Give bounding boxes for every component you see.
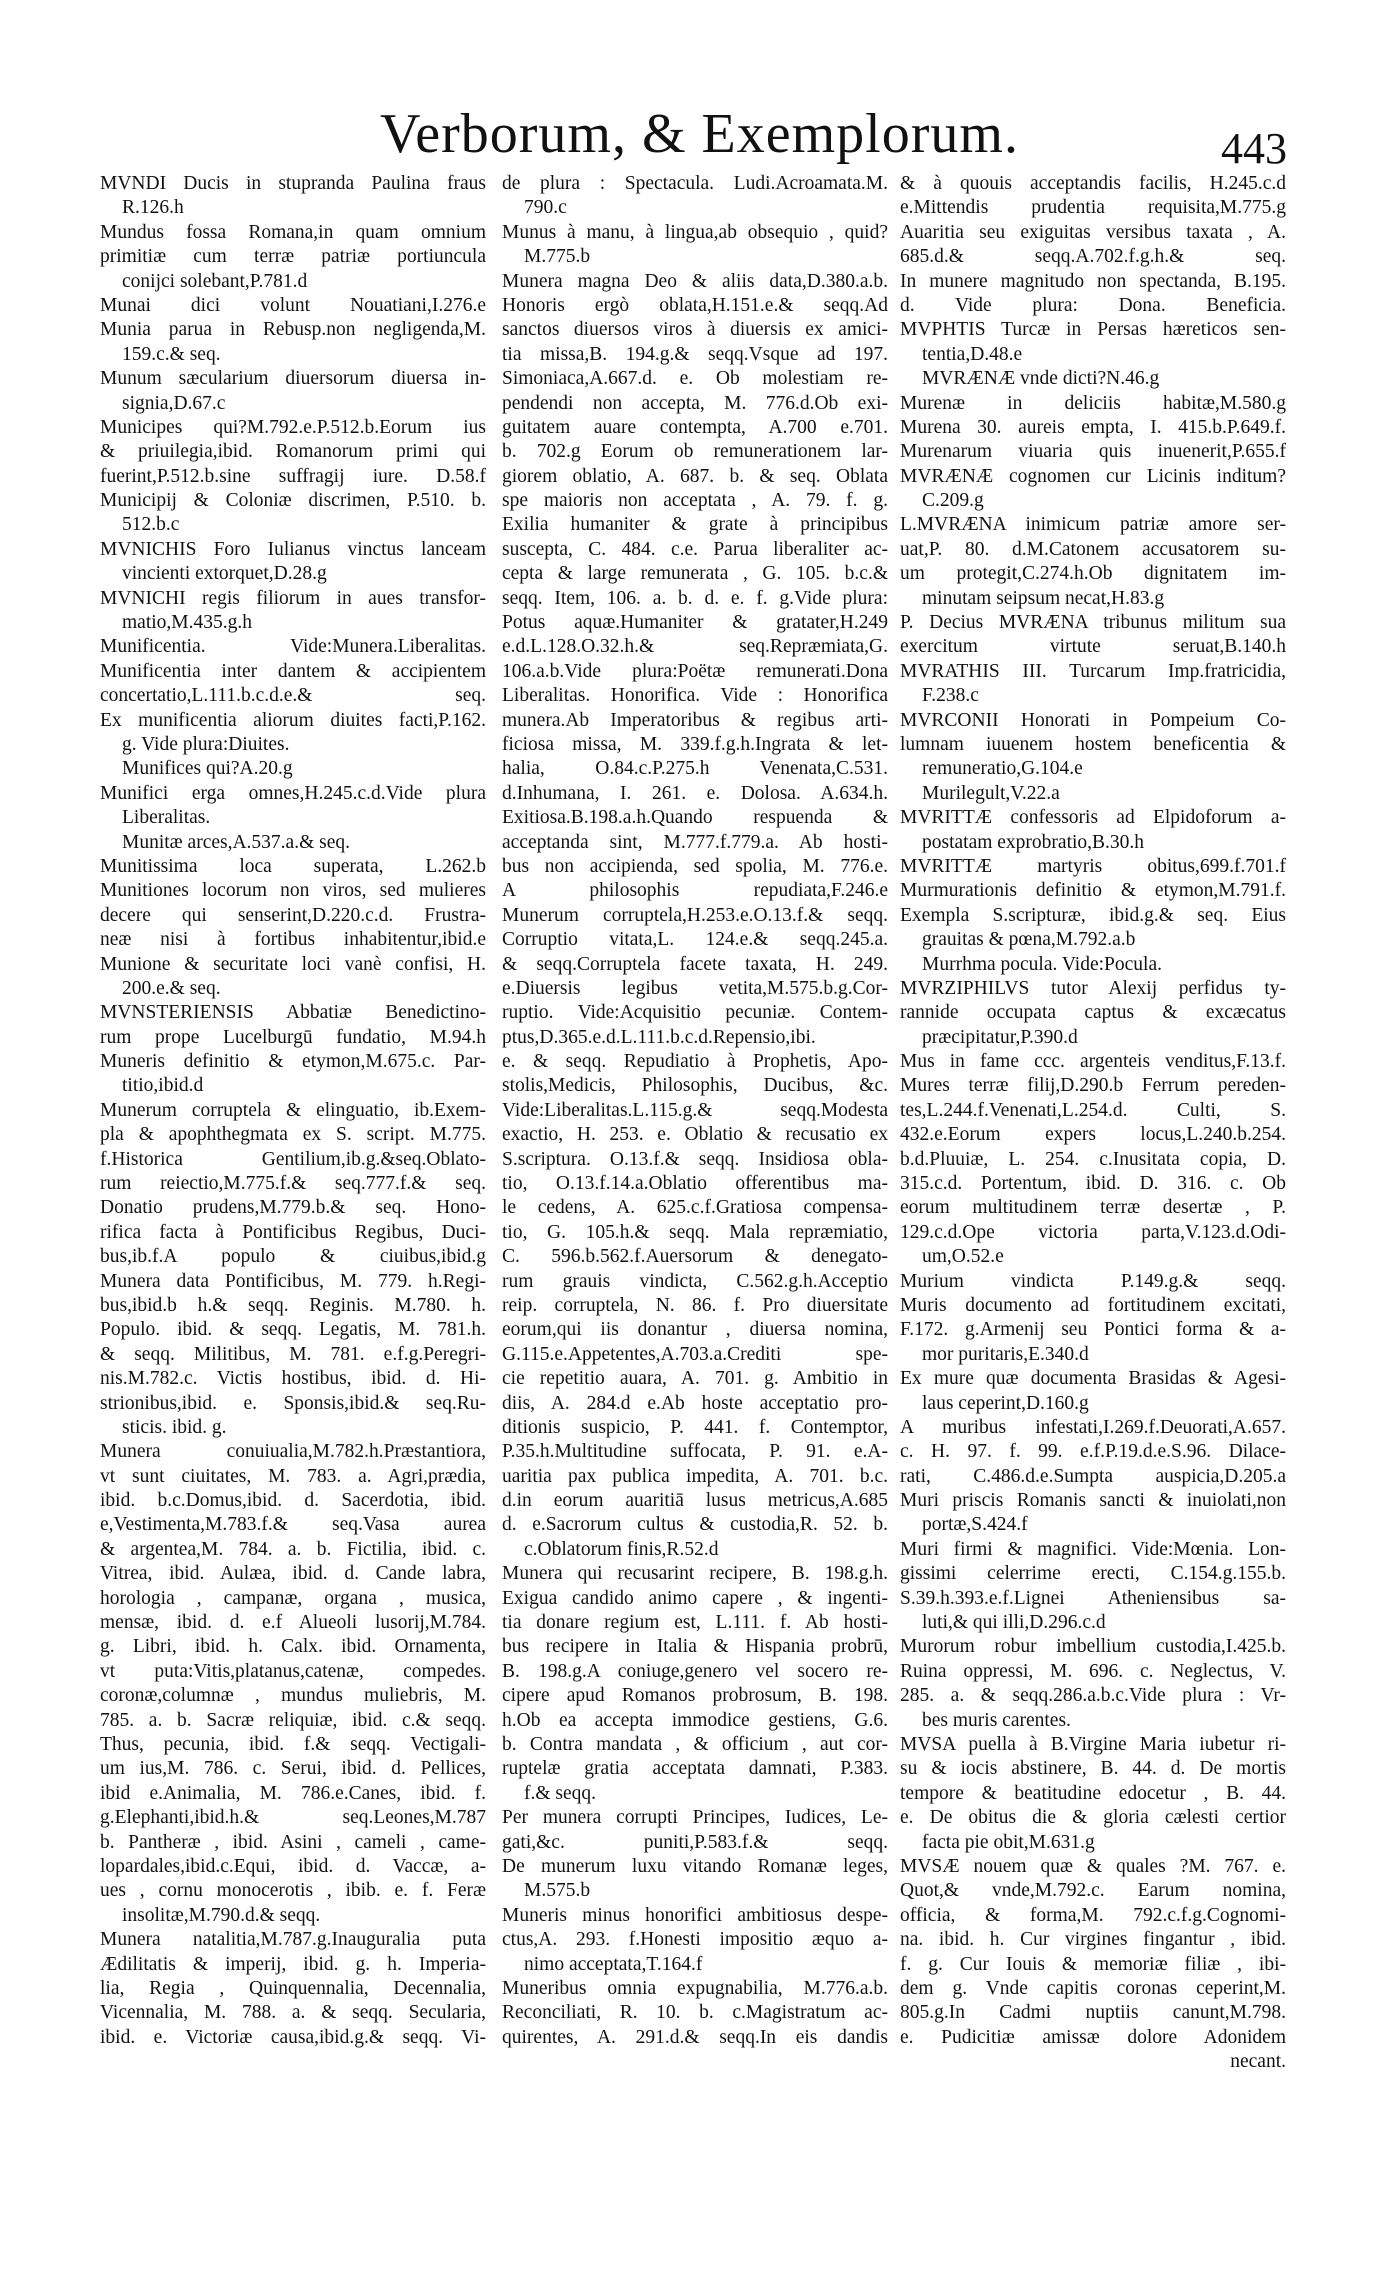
index-line: Mures terræ filij,D.290.b Ferrum pereden- <box>900 1075 1286 1097</box>
index-line: F.172. g.Armenij seu Pontici forma & a- <box>900 1319 1286 1341</box>
index-column-right <box>900 172 1286 2074</box>
index-line: A muribus infestati,I.269.f.Deuorati,A.657. <box>900 1416 1286 1438</box>
index-line: 129.c.d.Ope victoria parta,V.123.d.Odi- <box>900 1221 1286 1243</box>
index-line: diis, A. 284.d e.Ab hoste acceptatio pro- <box>502 1392 888 1414</box>
index-line: c.Oblatorum finis,R.52.d <box>524 1538 719 1560</box>
index-line: 200.e.& seq. <box>122 977 221 999</box>
index-line: conijci solebant,P.781.d <box>122 270 308 292</box>
index-line: Munificentia. Vide:Munera.Liberalitas. <box>100 636 486 658</box>
index-line: Murorum robur imbellium custodia,I.425.b. <box>900 1636 1286 1658</box>
index-line: um,O.52.e <box>922 1246 1004 1268</box>
index-line: insolitæ,M.790.d.& seqq. <box>122 1904 321 1926</box>
index-line: ibid. e. Victoriæ causa,ibid.g.& seqq. Vi- <box>100 2026 486 2048</box>
index-line: C. 596.b.562.f.Auersorum & denegato- <box>502 1246 888 1268</box>
index-line: giorem oblatio, A. 687. b. & seq. Oblata <box>502 465 888 487</box>
index-line: Populo. ibid. & seqq. Legatis, M. 781.h. <box>100 1319 486 1341</box>
index-line: S.scriptura. O.13.f.& seqq. Insidiosa obla- <box>502 1148 888 1170</box>
index-line: nimo acceptata,T.164.f <box>524 1953 703 1975</box>
index-line: exactio, H. 253. e. Oblatio & recusatio ex <box>502 1124 888 1146</box>
index-line: MVNICHI regis filiorum in aues transfor- <box>100 587 486 609</box>
index-line: d.in eorum auaritiā lusus metricus,A.685 <box>502 1490 888 1512</box>
index-line: 785. a. b. Sacræ reliquiæ, ibid. c.& seqq. <box>100 1709 486 1731</box>
index-line: & argentea,M. 784. a. b. Fictilia, ibid. c. <box>100 1538 486 1560</box>
index-line: exercitum virtute seruat,B.140.h <box>900 636 1286 658</box>
index-line: R.126.h <box>122 197 184 219</box>
index-line: 106.a.b.Vide plura:Poëtæ remunerati.Dona <box>502 660 888 682</box>
index-line: ibid. b.c.Domus,ibid. d. Sacerdotia, ibid. <box>100 1490 486 1512</box>
index-line: Corruptio vitata,L. 124.e.& seqq.245.a. <box>502 929 888 951</box>
index-line: na. ibid. h. Cur virgines fingantur , ibid. <box>900 1929 1286 1951</box>
index-line: remuneratio,G.104.e <box>922 758 1083 780</box>
index-line: Munerum corruptela & elinguatio, ib.Exem- <box>100 1099 486 1121</box>
index-line: Muneris definitio & etymon,M.675.c. Par- <box>100 1051 486 1073</box>
index-line: sanctos diuersos viros à diuersis ex amici- <box>502 319 888 341</box>
index-line: su & iocis abstinere, B. 44. d. De mortis <box>900 1758 1286 1780</box>
index-line: Municipij & Coloniæ discrimen, P.510. b. <box>100 490 486 512</box>
index-line: neæ nisi à fortibus inhabitentur,ibid.e <box>100 929 486 951</box>
index-line: tes,L.244.f.Venenati,L.254.d. Culti, S. <box>900 1099 1286 1121</box>
index-line: S.39.h.393.e.f.Lignei Atheniensibus sa- <box>900 1587 1286 1609</box>
index-line: Munai dici volunt Nouatiani,I.276.e <box>100 294 486 316</box>
index-line: halia, O.84.c.P.275.h Venenata,C.531. <box>502 758 888 780</box>
index-line: de plura : Spectacula. Ludi.Acroamata.M. <box>502 173 888 194</box>
index-line: ibid e.Animalia, M. 786.e.Canes, ibid. f. <box>100 1782 486 1804</box>
index-line: acceptanda sint, M.777.f.779.a. Ab hosti- <box>502 831 888 853</box>
index-line: e.d.L.128.O.32.h.& seq.Repræmiata,G. <box>502 636 888 658</box>
index-line: d. e.Sacrorum cultus & custodia,R. 52. b. <box>502 1514 888 1536</box>
index-line: Munia parua in Rebusp.non negligenda,M. <box>100 319 486 341</box>
index-line: L.MVRÆNA inimicum patriæ amore ser- <box>900 514 1286 536</box>
index-line: Munerum corruptela,H.253.e.O.13.f.& seqq. <box>502 904 888 926</box>
index-line: eorum multitudinem terræ desertæ , P. <box>900 1197 1286 1219</box>
index-line: Munitiones locorum non viros, sed mulieres <box>100 880 486 902</box>
index-line: Per munera corrupti Principes, Iudices, Le- <box>502 1807 888 1829</box>
index-line: 805.g.In Cadmi nuptiis canunt,M.798. <box>900 2002 1286 2024</box>
index-line: vincienti extorquet,D.28.g <box>122 563 327 585</box>
index-line: Ruina oppressi, M. 696. c. Neglectus, V. <box>900 1660 1286 1682</box>
index-line: tia missa,B. 194.g.& seqq.Vsque ad 197. <box>502 343 888 365</box>
index-line: Donatio prudens,M.779.b.& seq. Hono- <box>100 1197 486 1219</box>
index-line: lia, Regia , Quinquennalia, Decennalia, <box>100 1977 486 1999</box>
index-line: Ædilitatis & imperij, ibid. g. h. Imperia- <box>100 1953 486 1975</box>
index-line: Murena 30. aureis empta, I. 415.b.P.649.f. <box>900 416 1286 438</box>
index-line: P.35.h.Multitudine suffocata, P. 91. e.A- <box>502 1441 888 1463</box>
index-line: e.Diuersis legibus vetita,M.575.b.g.Cor- <box>502 977 888 999</box>
index-line: reip. corruptela, N. 86. f. Pro diuersitate <box>502 1294 888 1316</box>
index-line: nis.M.782.c. Victis hostibus, ibid. d. Hi- <box>100 1368 486 1390</box>
index-line: Thus, pecunia, ibid. f.& seqq. Vectigali- <box>100 1734 486 1755</box>
index-line: eorum,qui iis donantur , diuersa nomina, <box>502 1319 888 1341</box>
index-line: lopardales,ibid.c.Equi, ibid. d. Vaccæ, a- <box>100 1855 486 1877</box>
index-line: Murrhma pocula. Vide:Pocula. <box>922 953 1162 975</box>
index-line: 432.e.Eorum expers locus,L.240.b.254. <box>900 1124 1286 1146</box>
index-line: Potus aquæ.Humaniter & gratater,H.249 <box>502 612 888 634</box>
index-line: tio, O.13.f.14.a.Oblatio offerentibus ma- <box>502 1173 888 1195</box>
index-line: pendendi non accepta, M. 776.d.Ob exi- <box>502 392 888 414</box>
index-line: In munere magnitudo non spectanda, B.195. <box>900 270 1286 292</box>
index-line: bus non accipienda, sed spolia, M. 776.e. <box>502 855 888 877</box>
index-line: Mus in fame ccc. argenteis venditus,F.13.f. <box>900 1051 1286 1073</box>
index-line: grauitas & pœna,M.792.a.b <box>922 929 1136 951</box>
index-line: coronæ,columnæ , mundus muliebris, M. <box>100 1685 486 1707</box>
index-line: De munerum luxu vitando Romanæ leges, <box>502 1855 888 1877</box>
index-line: Munifices qui?A.20.g <box>122 758 293 780</box>
index-line: MVRÆNÆ vnde dicti?N.46.g <box>922 368 1160 390</box>
index-line: rati, C.486.d.e.Sumpta auspicia,D.205.a <box>900 1465 1286 1487</box>
page-number: 443 <box>1221 124 1287 173</box>
index-line: 685.d.& seqq.A.702.f.g.h.& seq. <box>900 246 1286 268</box>
index-line: f.Historica Gentilium,ib.g.&seq.Oblato- <box>100 1148 486 1170</box>
index-line: dem g. Vnde capitis coronas ceperint,M. <box>900 1977 1286 1999</box>
index-line: MVSÆ nouem quæ & quales ?M. 767. e. <box>900 1855 1286 1877</box>
index-line: A philosophis repudiata,F.246.e <box>502 880 888 902</box>
index-line: strionibus,ibid. e. Sponsis,ibid.& seq.Ru- <box>100 1392 486 1414</box>
index-line: luti,& qui illi,D.296.c.d <box>922 1612 1106 1634</box>
index-line: sticis. ibid. g. <box>122 1416 227 1438</box>
index-line: mensæ, ibid. d. e.f Alueoli lusorij,M.784. <box>100 1612 486 1634</box>
index-line: & seqq. Militibus, M. 781. e.f.g.Peregri- <box>100 1343 486 1365</box>
index-line: bus recipere in Italia & Hispania probrū, <box>502 1636 888 1658</box>
index-line: h.Ob ea accepta immodice gestiens, G.6. <box>502 1709 888 1731</box>
index-column-left <box>100 172 486 2050</box>
index-line: Munus à manu, à lingua,ab obsequio , quid? <box>502 221 888 243</box>
index-line: MVPHTIS Turcæ in Persas hæreticos sen- <box>900 319 1286 341</box>
index-line: MVRATHIS III. Turcarum Imp.fratricidia, <box>900 660 1286 682</box>
index-line: M.575.b <box>524 1880 591 1902</box>
index-line: horologia , campanæ, organa , musica, <box>100 1587 486 1609</box>
index-line: Liberalitas. Honorifica. Vide : Honorifica <box>502 685 888 707</box>
index-line: Municipes qui?M.792.e.P.512.b.Eorum ius <box>100 416 486 438</box>
index-line: Simoniaca,A.667.d. e. Ob molestiam re- <box>502 368 888 390</box>
index-line: tio, G. 105.h.& seqq. Mala repræmiatio, <box>502 1221 888 1243</box>
index-line: uat,P. 80. d.M.Catonem accusatorem su- <box>900 538 1286 560</box>
index-line: fuerint,P.512.b.sine suffragij iure. D.58.f <box>100 465 486 487</box>
index-line: bus,ibid.b h.& seqq. Reginis. M.780. h. <box>100 1294 486 1316</box>
index-line: e,Vestimenta,M.783.f.& seq.Vasa aurea <box>100 1514 486 1536</box>
index-line: gati,&c. puniti,P.583.f.& seqq. <box>502 1831 888 1853</box>
index-line: facta pie obit,M.631.g <box>922 1831 1095 1853</box>
index-line: rannide occupata captus & excæcatus <box>900 1002 1286 1024</box>
index-line: Exigua candido animo capere , & ingenti- <box>502 1587 888 1609</box>
index-line: ditionis suspicio, P. 441. f. Contemptor, <box>502 1416 888 1438</box>
index-line: Muneris minus honorifici ambitiosus despe- <box>502 1904 888 1926</box>
index-line: rum prope Lucelburgū fundatio, M.94.h <box>100 1026 486 1048</box>
index-line: G.115.e.Appetentes,A.703.a.Crediti spe- <box>502 1343 888 1365</box>
index-line: & priuilegia,ibid. Romanorum primi qui <box>100 441 486 463</box>
index-line: portæ,S.424.f <box>922 1514 1028 1536</box>
index-line: concertatio,L.111.b.c.d.e.& seq. <box>100 685 486 707</box>
index-line: Ex mure quæ documenta Brasidas & Agesi- <box>900 1368 1286 1390</box>
index-line: e. De obitus die & gloria cælesti certior <box>900 1807 1286 1829</box>
index-line: bus,ib.f.A populo & ciuibus,ibid.g <box>100 1246 486 1268</box>
index-line: M.775.b <box>524 246 591 268</box>
index-line: F.238.c <box>922 685 979 707</box>
index-line: e.Mittendis prudentia requisita,M.775.g <box>900 197 1286 219</box>
index-line: Ex munificentia aliorum diuites facti,P.162. <box>100 709 486 731</box>
index-line: 315.c.d. Portentum, ibid. D. 316. c. Ob <box>900 1173 1286 1195</box>
index-line: cie repetitio auara, A. 701. g. Ambitio in <box>502 1368 888 1390</box>
index-line: MVRCONII Honorati in Pompeium Co- <box>900 709 1286 731</box>
index-line: ues , cornu monocerotis , ibib. e. f. Feræ <box>100 1880 486 1902</box>
index-line: præcipitatur,P.390.d <box>922 1026 1078 1048</box>
index-line: tentia,D.48.e <box>922 343 1023 365</box>
index-line: MVRITTÆ martyris obitus,699.f.701.f <box>900 855 1286 877</box>
index-line: Murenæ in deliciis habitæ,M.580.g <box>900 392 1286 414</box>
index-line: f. g. Cur Iouis & memoriæ filiæ , ibi- <box>900 1953 1286 1975</box>
index-line: Munifici erga omnes,H.245.c.d.Vide plura <box>100 782 486 804</box>
index-line: 159.c.& seq. <box>122 343 221 365</box>
index-line: mor puritaris,E.340.d <box>922 1343 1089 1365</box>
index-line: matio,M.435.g.h <box>122 612 252 634</box>
index-line: tia donare regium est, L.111. f. Ab hosti- <box>502 1612 888 1634</box>
index-line: um protegit,C.274.h.Ob dignitatem im- <box>900 563 1286 585</box>
index-line: vt sunt ciuitates, M. 783. a. Agri,prædia, <box>100 1465 486 1487</box>
index-line: d.Inhumana, I. 261. e. Dolosa. A.634.h. <box>502 782 888 804</box>
index-line: MVNSTERIENSIS Abbatiæ Benedictino- <box>100 1002 486 1024</box>
index-line: seqq. Item, 106. a. b. d. e. f. g.Vide plura: <box>502 587 888 609</box>
index-line: uaritia pax publica impedita, A. 701. b.c. <box>502 1465 888 1487</box>
index-line: Munione & securitate loci vanè confisi, H. <box>100 953 486 975</box>
index-line: Munera data Pontificibus, M. 779. h.Regi- <box>100 1270 486 1292</box>
index-line: um ius,M. 786. c. Serui, ibid. d. Pellices, <box>100 1758 486 1780</box>
index-line: P. Decius MVRÆNA tribunus militum sua <box>900 612 1286 634</box>
index-line: Munera qui recusarint recipere, B. 198.g.h. <box>502 1563 888 1585</box>
index-line: 285. a. & seqq.286.a.b.c.Vide plura : Vr- <box>900 1685 1286 1707</box>
index-line: rum grauis vindicta, C.562.g.h.Acceptio <box>502 1270 888 1292</box>
index-line: Mundus fossa Romana,in quam omnium <box>100 221 486 243</box>
index-line: Quot,& vnde,M.792.c. Earum nomina, <box>900 1880 1286 1902</box>
index-line: Munitissima loca superata, L.262.b <box>100 855 486 877</box>
index-line: g. Vide plura:Diuites. <box>122 733 290 755</box>
index-line: b.d.Pluuiæ, L. 254. c.Inusitata copia, D. <box>900 1148 1286 1170</box>
index-line: tempore & beatitudine edocetur , B. 44. <box>900 1782 1286 1804</box>
index-line: MVRÆNÆ cognomen cur Licinis inditum? <box>900 465 1286 487</box>
index-line: Muri priscis Romanis sancti & inuiolati,non <box>900 1490 1286 1512</box>
index-line: Muris documento ad fortitudinem excitati, <box>900 1294 1286 1316</box>
index-line: Murium vindicta P.149.g.& seqq. <box>900 1270 1286 1292</box>
index-line: & à quouis acceptandis facilis, H.245.c.d <box>900 173 1286 194</box>
index-line: pla & apophthegmata ex S. script. M.775. <box>100 1124 486 1146</box>
index-line: ruptelæ gratia acceptata damnati, P.383. <box>502 1758 888 1780</box>
index-line: postatam exprobratio,B.30.h <box>922 831 1145 853</box>
index-line: titio,ibid.d <box>122 1075 204 1097</box>
index-line: d. Vide plura: Dona. Beneficia. <box>900 294 1286 316</box>
index-line: lumnam iuuenem hostem beneficentia & <box>900 733 1286 755</box>
index-line: B. 198.g.A coniuge,genero vel socero re- <box>502 1660 888 1682</box>
index-line: bes muris carentes. <box>922 1709 1071 1731</box>
index-line: b. 702.g Eorum ob remunerationem lar- <box>502 441 888 463</box>
index-line: Exitiosa.B.198.a.h.Quando respuenda & <box>502 807 888 829</box>
index-line: & seqq.Corruptela facete taxata, H. 249. <box>502 953 888 975</box>
index-line: suscepta, C. 484. c.e. Parua liberaliter ac- <box>502 538 888 560</box>
index-line: ruptio. Vide:Acquisitio pecuniæ. Contem- <box>502 1002 888 1024</box>
catchword: necant. <box>1230 2051 1286 2073</box>
index-line: Muneribus omnia expugnabilia, M.776.a.b. <box>502 1977 888 1999</box>
index-line: MVNICHIS Foro Iulianus vinctus lanceam <box>100 538 486 560</box>
index-line: e. & seqq. Repudiatio à Prophetis, Apo- <box>502 1051 888 1073</box>
index-column-middle <box>502 172 888 2050</box>
index-line: cipere apud Romanos probrosum, B. 198. <box>502 1685 888 1707</box>
index-line: Exempla S.scripturæ, ibid.g.& seq. Eius <box>900 904 1286 926</box>
index-line: guitatem auare contempta, A.700 e.701. <box>502 416 888 438</box>
index-line: MVSA puella à B.Virgine Maria iubetur ri- <box>900 1734 1286 1755</box>
index-line: ficiosa missa, M. 339.f.g.h.Ingrata & let- <box>502 733 888 755</box>
index-line: Murmurationis definitio & etymon,M.791.f. <box>900 880 1286 902</box>
index-line: g. Libri, ibid. h. Calx. ibid. Ornamenta, <box>100 1636 486 1658</box>
index-line: Honoris ergò oblata,H.151.e.& seqq.Ad <box>502 294 888 316</box>
index-line: C.209.g <box>922 490 984 512</box>
index-line: f.& seqq. <box>524 1782 597 1804</box>
index-line: 790.c <box>524 197 567 219</box>
index-line: b. Contra mandata , & officium , aut cor- <box>502 1734 888 1755</box>
index-line: officia, & forma,M. 792.c.f.g.Cognomi- <box>900 1904 1286 1926</box>
index-line: le cedens, A. 625.c.f.Gratiosa compensa- <box>502 1197 888 1219</box>
running-title: Verborum, & Exemplorum. <box>380 103 1019 165</box>
index-line: b. Pantheræ , ibid. Asini , cameli , came- <box>100 1831 486 1853</box>
index-line: spe maioris non acceptata , A. 79. f. g. <box>502 490 888 512</box>
index-line: e. Pudicitiæ amissæ dolore Adonidem <box>900 2026 1286 2048</box>
index-line: rifica facta à Pontificibus Regibus, Duci- <box>100 1221 486 1243</box>
index-line: Vitrea, ibid. Aulæa, ibid. d. Cande labra, <box>100 1563 486 1585</box>
index-line: gissimi celerrime erecti, C.154.g.155.b. <box>900 1563 1286 1585</box>
index-line: Munera conuiualia,M.782.h.Præstantiora, <box>100 1441 486 1463</box>
index-line: vt puta:Vitis,platanus,catenæ, compedes. <box>100 1660 486 1682</box>
index-line: cepta & large remunerata , G. 105. b.c.& <box>502 563 888 585</box>
index-line: Murilegult,V.22.a <box>922 782 1060 804</box>
index-line: rum reiectio,M.775.f.& seq.777.f.& seq. <box>100 1173 486 1195</box>
index-line: Liberalitas. <box>122 807 211 829</box>
index-line: stolis,Medicis, Philosophis, Ducibus, &c. <box>502 1075 888 1097</box>
index-line: Auaritia seu exiguitas versibus taxata , A. <box>900 221 1286 243</box>
index-line: laus ceperint,D.160.g <box>922 1392 1089 1414</box>
index-line: Munera natalitia,M.787.g.Inauguralia puta <box>100 1929 486 1951</box>
index-line: Munera magna Deo & aliis data,D.380.a.b. <box>502 270 888 292</box>
index-line: Muri firmi & magnifici. Vide:Mœnia. Lon- <box>900 1538 1286 1560</box>
index-line: 512.b.c <box>122 514 180 536</box>
index-line: c. H. 97. f. 99. e.f.P.19.d.e.S.96. Dilace- <box>900 1441 1286 1463</box>
index-line: ptus,D.365.e.d.L.111.b.c.d.Repensio,ibi. <box>502 1026 816 1048</box>
index-line: munera.Ab Imperatoribus & regibus arti- <box>502 709 888 731</box>
index-line: Vicennalia, M. 788. a. & seqq. Secularia, <box>100 2002 486 2024</box>
index-line: primitiæ cum terræ patriæ portiuncula <box>100 246 486 268</box>
index-line: Murenarum viuaria quis inuenerit,P.655.f <box>900 441 1286 463</box>
index-line: minutam seipsum necat,H.83.g <box>922 587 1165 609</box>
index-line: Munum sæcularium diuersorum diuersa in- <box>100 368 486 390</box>
index-line: quirentes, A. 291.d.& seqq.In eis dandis <box>502 2026 888 2048</box>
index-line: MVNDI Ducis in stupranda Paulina fraus <box>100 173 486 194</box>
index-line: Munitæ arces,A.537.a.& seq. <box>122 831 351 853</box>
index-line: Exilia humaniter & grate à principibus <box>502 514 888 536</box>
index-line: ctus,A. 293. f.Honesti impositio æquo a- <box>502 1929 888 1951</box>
index-line: Reconciliati, R. 10. b. c.Magistratum ac- <box>502 2002 888 2024</box>
index-line: MVRZIPHILVS tutor Alexij perfidus ty- <box>900 977 1286 999</box>
index-line: Vide:Liberalitas.L.115.g.& seqq.Modesta <box>502 1099 888 1121</box>
index-line: MVRITTÆ confessoris ad Elpidoforum a- <box>900 807 1286 829</box>
index-line: decere qui senserint,D.220.c.d. Frustra- <box>100 904 486 926</box>
index-line: g.Elephanti,ibid.h.& seq.Leones,M.787 <box>100 1807 486 1829</box>
index-line: signia,D.67.c <box>122 392 226 414</box>
index-line: Munificentia inter dantem & accipientem <box>100 660 486 682</box>
